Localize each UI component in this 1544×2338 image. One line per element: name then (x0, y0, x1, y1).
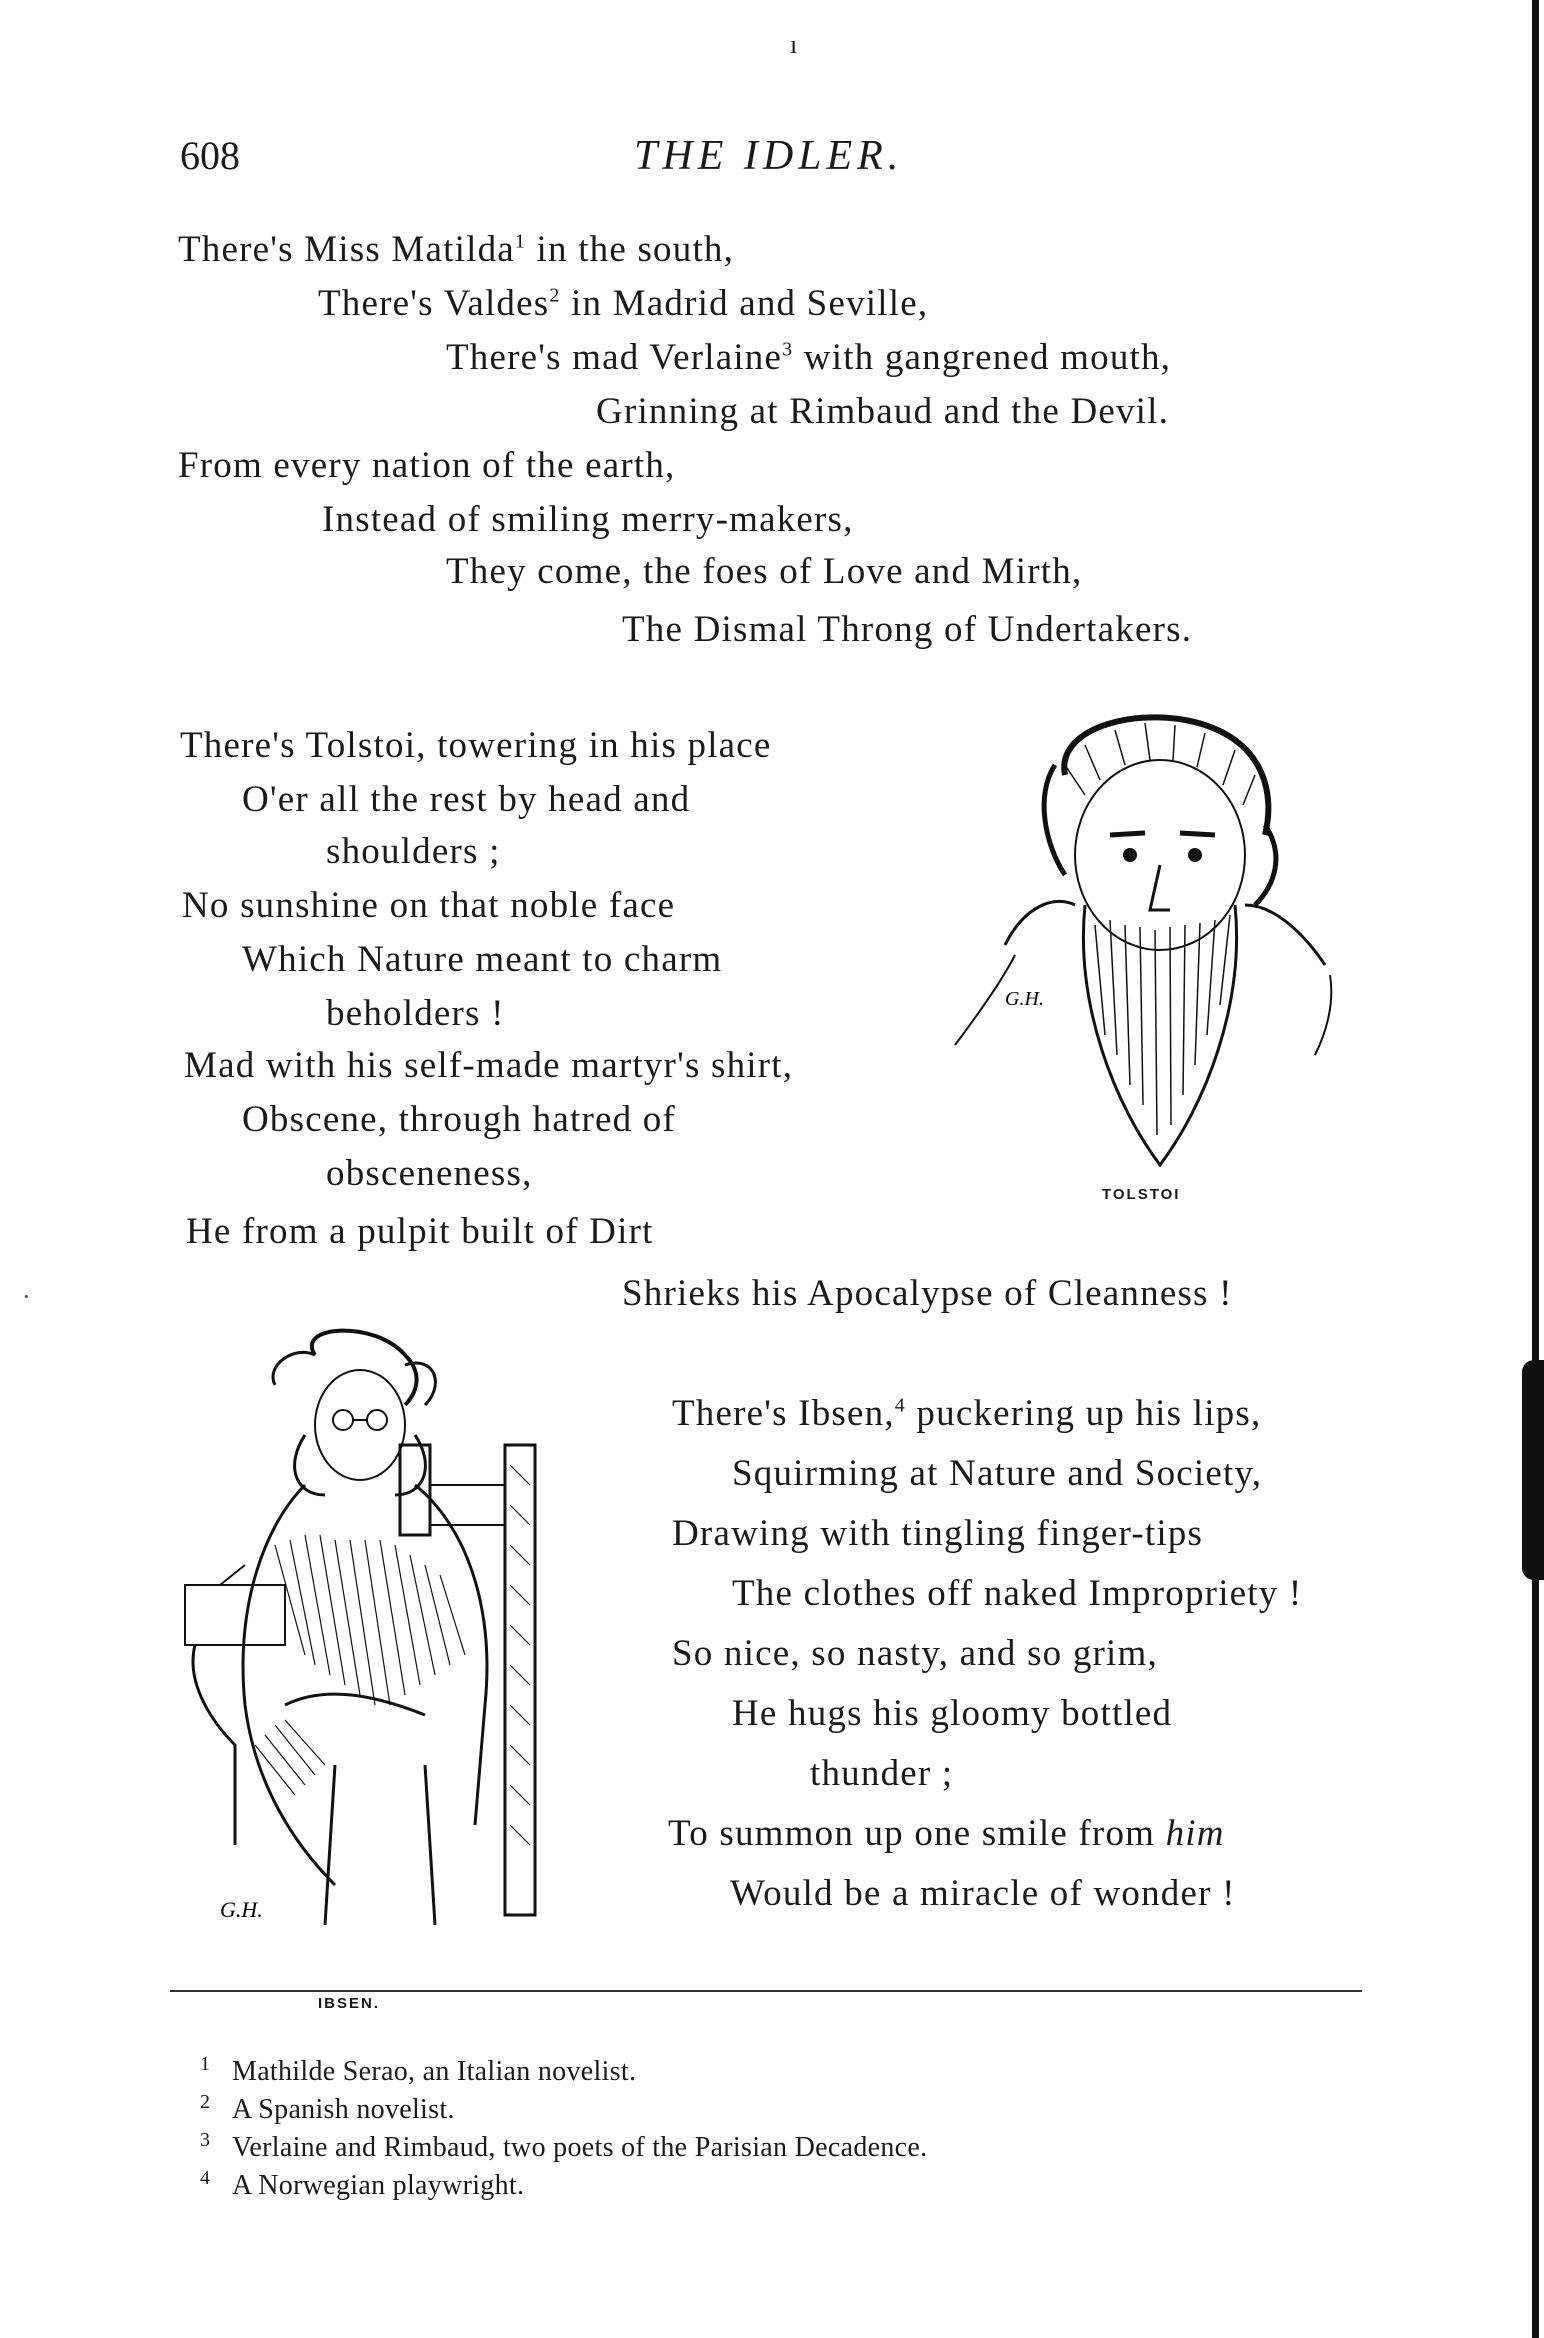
verse-line: The clothes off naked Impropriety ! (732, 1573, 1303, 1614)
verse-line: The Dismal Throng of Undertakers. (622, 609, 1193, 650)
verse-line: There's Ibsen,$^4$ puckering up his lips, (672, 1393, 1262, 1434)
ibsen-portrait (175, 1325, 620, 1935)
verse-line: So nice, so nasty, and so grim, (672, 1633, 1158, 1674)
signature: G.H. (1005, 988, 1044, 1010)
footnote: 2 A Spanish novelist. (200, 2090, 455, 2125)
verse-line: Would be a miracle of wonder ! (730, 1873, 1236, 1914)
verse-line: Obscene, through hatred of (242, 1099, 676, 1140)
verse-line: beholders ! (326, 993, 505, 1034)
verse-line: Mad with his self-made martyr's shirt, (184, 1045, 794, 1086)
stray-mark: ı (790, 30, 798, 59)
verse-line: Shrieks his Apocalypse of Cleanness ! (622, 1273, 1233, 1314)
verse-line: He from a pulpit built of Dirt (186, 1211, 654, 1252)
signature: G.H. (220, 1897, 263, 1922)
running-title: THE IDLER. (634, 133, 904, 179)
verse-line: From every nation of the earth, (178, 445, 676, 486)
page-edge-shadow (1532, 0, 1539, 2338)
page-edge-blot (1522, 1360, 1544, 1580)
verse-line: Grinning at Rimbaud and the Devil. (596, 391, 1170, 432)
verse-line: He hugs his gloomy bottled (732, 1693, 1173, 1734)
ink-speck: · (22, 1282, 31, 1311)
footnote: 1 Mathilde Serao, an Italian novelist. (200, 2052, 637, 2087)
tolstoi-portrait (945, 705, 1340, 1175)
verse-line: shoulders ; (326, 831, 501, 872)
verse-line: There's Valdes$^2$ in Madrid and Seville, (318, 283, 929, 324)
page-number: 608 (180, 133, 240, 178)
verse-line: Squirming at Nature and Society, (732, 1453, 1263, 1494)
verse-line: To summon up one smile from him (668, 1813, 1225, 1854)
verse-line: O'er all the rest by head and (242, 779, 691, 820)
verse-line: Instead of smiling merry-makers, (322, 499, 854, 540)
verse-line: No sunshine on that noble face (182, 885, 676, 926)
verse-line: There's Miss Matilda$^1$ in the south, (178, 229, 735, 270)
verse-line: obsceneness, (326, 1153, 533, 1194)
verse-line: Which Nature meant to charm (242, 939, 723, 980)
footnote: 4 A Norwegian playwright. (200, 2166, 525, 2201)
verse-line: There's Tolstoi, towering in his place (180, 725, 772, 766)
verse-line: Drawing with tingling finger-tips (672, 1513, 1204, 1554)
footnote: 3 Verlaine and Rimbaud, two poets of the Parisian Decadence. (200, 2128, 928, 2163)
ibsen-caption: IBSEN. (318, 1995, 381, 2012)
verse-line: There's mad Verlaine$^3$ with gangrened mouth, (446, 337, 1172, 378)
tolstoi-caption: TOLSTOI (1102, 1186, 1181, 1203)
footnote-rule (170, 1990, 1362, 1992)
verse-line: They come, the foes of Love and Mirth, (446, 551, 1083, 592)
verse-line: thunder ; (810, 1753, 954, 1794)
